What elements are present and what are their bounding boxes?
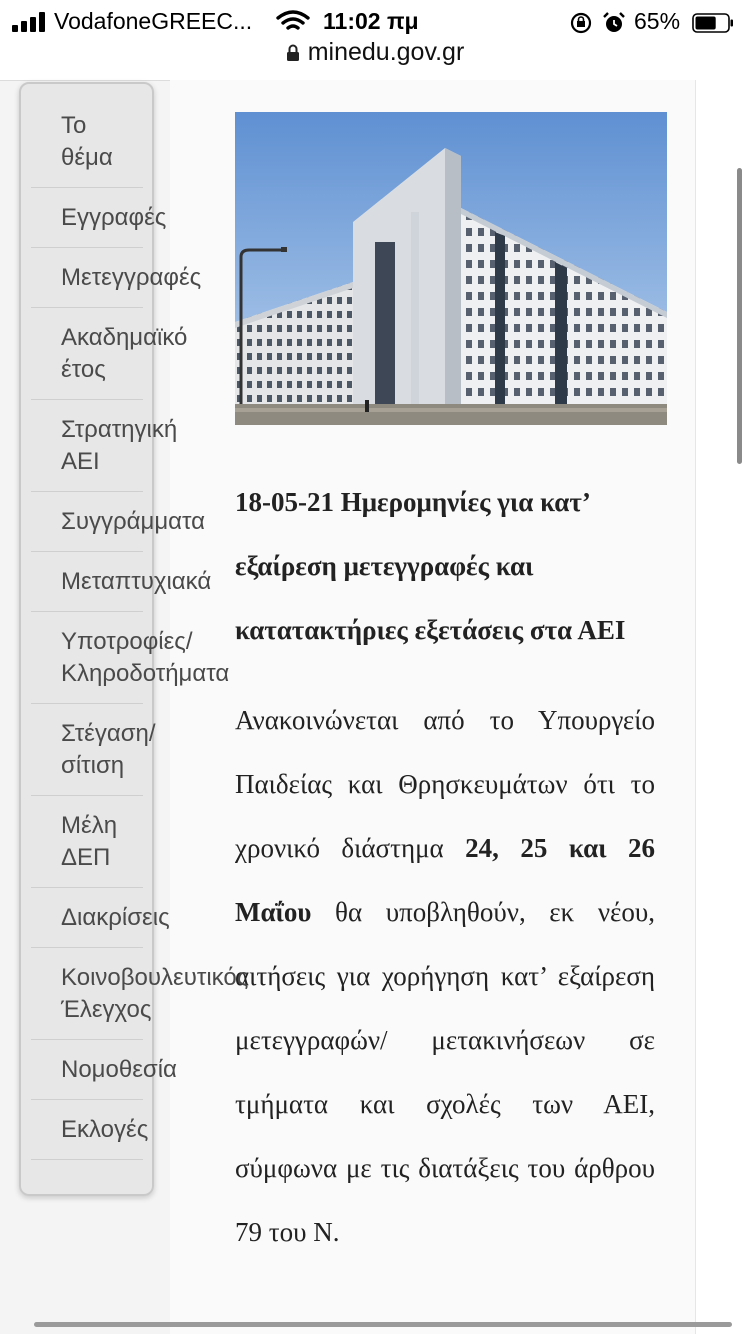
battery-icon [692,13,734,33]
horizontal-scrollbar[interactable] [34,1322,732,1327]
menu-item-enrollments[interactable]: Εγγραφές [31,188,143,248]
menu-item-housing[interactable]: Στέγαση/ σίτιση [31,704,143,796]
menu-item-academic-year[interactable]: Ακαδημαϊκό έτος [31,308,143,400]
url-text: minedu.gov.gr [307,38,465,66]
vertical-scrollbar[interactable] [737,168,742,464]
alarm-icon [602,12,626,34]
menu-item-awards[interactable]: Διακρίσεις [31,888,143,948]
side-menu [19,82,249,1196]
side-menu-list [31,96,249,1160]
battery-percent: 65% [634,8,681,34]
menu-item-legislation[interactable]: Νομοθεσία [31,1040,143,1100]
menu-item-elections[interactable]: Εκλογές [31,1100,143,1160]
menu-item-faculty[interactable]: Μέλη ΔΕΠ [31,796,143,888]
article-body-part1: Ανακοινώνεται από το Υπουργείο Παιδείας και Θρησκευμάτων ότι το χρονικό διάστημα [235,705,655,863]
address-bar[interactable] [0,38,750,67]
menu-item-topic[interactable]: Το θέμα [31,96,143,188]
menu-item-transfers[interactable]: Μετεγγραφές [31,248,143,308]
menu-item-strategy[interactable]: Στρατηγική ΑΕΙ [31,400,143,492]
article-body-part2: θα υποβληθούν, εκ νέου, αιτήσεις για χορήγηση κατ’ εξαίρεση μετεγγραφών/ μετακινήσεων σε τμήματα και σχολές των ΑΕΙ, σύμφωνα με τις διατάξεις του άρθρου 79 του Ν. [235,897,655,1247]
orientation-lock-icon [570,12,592,34]
lock-icon [286,44,300,62]
article [235,470,655,1264]
carrier-name: VodafoneGREEC... [54,8,253,34]
status-bar [0,0,750,81]
article-headline: 18-05-21 Ημερομηνίες για κατ’ εξαίρεση μετεγγραφές και κατατακτήριες εξετάσεις στα ΑΕΙ [235,487,626,645]
status-time: 11:02 πμ [323,8,419,34]
cellular-signal-icon [12,12,46,32]
article-body [235,688,655,1264]
menu-item-postgraduate[interactable]: Μεταπτυχιακά [31,552,143,612]
menu-item-parliamentary-control[interactable]: Κοινοβουλευτικός Έλεγχος [31,948,143,1040]
menu-item-scholarships[interactable]: Υποτροφίες/ Κληροδοτήματα [31,612,143,704]
wifi-icon [276,10,310,32]
article-body-dates: 24, 25 και 26 Μαΐου [235,833,655,927]
menu-item-textbooks[interactable]: Συγγράμματα [31,492,143,552]
ministry-building-image [235,112,667,425]
